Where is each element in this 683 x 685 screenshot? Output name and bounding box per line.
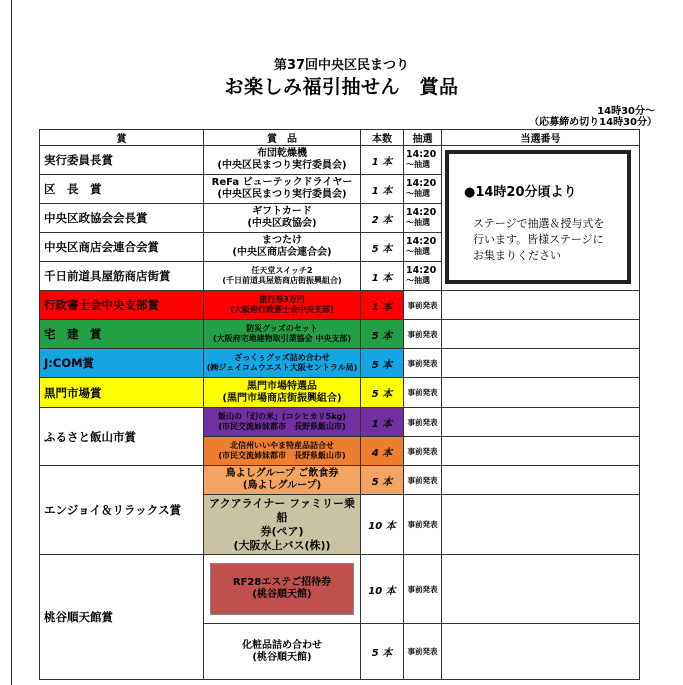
winning-number [442,495,640,555]
winning-number [442,320,640,349]
prize-cell: まつたけ (中央区商店会連合会) [204,233,361,262]
prize-qty: 1 本 [361,175,404,204]
draw-start-time: 14時30分～ [597,106,655,117]
winning-number [442,466,640,495]
prize-cell: 黒門市場特選品 (黒門市場商店街振興組合) [204,378,361,408]
award-name: 桃谷順天館賞 [40,555,204,680]
prize-qty: 1 本 [361,146,404,175]
prize-cell: アクアライナー ファミリー乗船 券(ペア) (大阪水上バス(株)) [204,495,361,555]
prize-cell: 北信州いいやま特産品詰合せ (市民交流姉妹都市 長野県飯山市) [204,437,361,466]
pre-announce: 事前発表 [404,495,442,555]
notice-body: ステージで抽選＆授与式を 行います。皆様ステージに お集まりください [473,217,605,262]
award-name: ふるさと飯山市賞 [40,408,204,466]
page-title: お楽しみ福引抽せん 賞品 [224,76,459,98]
prize-qty: 5 本 [361,378,404,408]
prize-cell: ざっくぅグッズ詰め合わせ (㈱ジェイコムウエスト大阪セントラル局) [204,349,361,378]
award-name: 黒門市場賞 [40,378,204,408]
award-name: 行政書士会中央支部賞 [40,291,204,320]
col-qty: 本数 [361,130,404,146]
pre-announce: 事前発表 [404,437,442,466]
pre-announce: 事前発表 [404,555,442,624]
award-name: 区 長 賞 [40,175,204,204]
award-name: 実行委員長賞 [40,146,204,175]
winning-number [442,624,640,680]
prize-cell: 布団乾燥機 (中央区民まつり実行委員会) [204,146,361,175]
prize-highlight: RF28エステご招待券 (桃谷順天館) [210,563,354,615]
table-row [40,555,640,624]
col-number: 当選番号 [442,130,640,146]
prize-qty: 4 本 [361,437,404,466]
prize-qty: 5 本 [361,349,404,378]
prize-qty: 10 本 [361,495,404,555]
table-row [40,291,640,320]
prize-cell: 旅行券3万円 (大阪府行政書士会中央支部) [204,291,361,320]
prize-cell: 飯山の「幻の米」(コシヒカリ5kg) (市民交流姉妹都市 長野県飯山市) [204,408,361,437]
table-row [40,320,640,349]
prize-qty: 1 本 [361,408,404,437]
prize-qty: 5 本 [361,466,404,495]
prize-qty: 5 本 [361,233,404,262]
prize-qty: 5 本 [361,624,404,680]
prize-cell: 防災グッズのセット (大阪府宅地建物取引業協会 中央支部) [204,320,361,349]
prize-cell: ギフトカード (中央区政協会) [204,204,361,233]
award-name: 宅 建 賞 [40,320,204,349]
notice-heading: ●14時20分頃より [464,185,577,200]
draw-time: 14:20 ～抽選 [404,146,442,175]
award-name: 中央区商店会連合会賞 [40,233,204,262]
winning-number [442,555,640,624]
pre-announce: 事前発表 [404,466,442,495]
prize-cell: 化粧品詰め合わせ (桃谷順天館) [204,624,361,680]
pre-announce: 事前発表 [404,378,442,408]
stage-notice-box [445,150,631,284]
draw-time: 14:20 ～抽選 [404,233,442,262]
col-award: 賞 [40,130,204,146]
pre-announce: 事前発表 [404,408,442,437]
pre-announce: 事前発表 [404,320,442,349]
draw-time: 14:20 ～抽選 [404,204,442,233]
winning-number [442,349,640,378]
event-title: 第37回中央区民まつり [273,58,410,73]
prize-qty: 1 本 [361,291,404,320]
winning-number [442,291,640,320]
prize-qty: 5 本 [361,320,404,349]
draw-time: 14:20 ～抽選 [404,175,442,204]
prize-cell [204,555,361,624]
prize-qty: 2 本 [361,204,404,233]
col-prize: 賞 品 [204,130,361,146]
winning-number [442,437,640,466]
pre-announce: 事前発表 [404,624,442,680]
pre-announce: 事前発表 [404,349,442,378]
table-row [40,378,640,408]
winning-number [442,378,640,408]
prize-qty: 10 本 [361,555,404,624]
table-row [40,349,640,378]
award-name: 中央区政協会会長賞 [40,204,204,233]
winning-number [442,408,640,437]
table-row [40,466,640,495]
pre-announce: 事前発表 [404,291,442,320]
prize-cell: ReFa ビューテックドライヤー (中央区民まつり実行委員会) [204,175,361,204]
award-name: エンジョイ＆リラックス賞 [40,466,204,555]
table-row [40,408,640,437]
prize-cell: 鳥よしグループ ご飲食券 (鳥よしグループ) [204,466,361,495]
prize-cell: 任天堂スイッチ2 (千日前道具屋筋商店街振興組合) [204,262,361,291]
prize-qty: 1 本 [361,262,404,291]
draw-time: 14:20 ～抽選 [404,262,442,291]
page-edge-line [11,0,12,685]
award-name: J:COM賞 [40,349,204,378]
col-draw: 抽選 [404,130,442,146]
table-header-row [40,130,640,146]
entry-deadline: （応募締め切り14時30分） [529,117,657,128]
award-name: 千日前道具屋筋商店街賞 [40,262,204,291]
